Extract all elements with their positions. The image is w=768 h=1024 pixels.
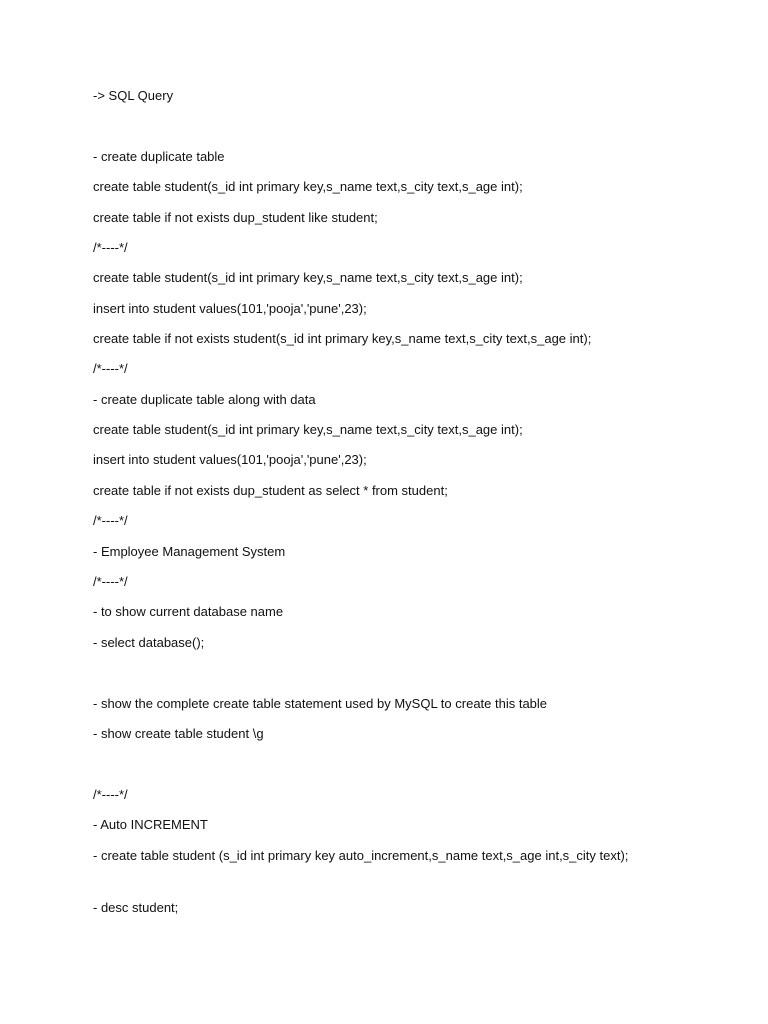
doc-line: - Auto INCREMENT — [93, 817, 208, 832]
doc-separator: /*----*/ — [93, 513, 128, 528]
doc-line: - create duplicate table — [93, 149, 225, 164]
doc-separator: /*----*/ — [93, 574, 128, 589]
doc-separator: /*----*/ — [93, 787, 128, 802]
doc-line: create table student(s_id int primary key,s_name text,s_city text,s_age int); — [93, 422, 523, 437]
doc-line: - show the complete create table statement used by MySQL to create this table — [93, 696, 548, 711]
doc-separator: /*----*/ — [93, 361, 128, 376]
doc-line: - select database(); — [93, 635, 205, 650]
doc-line: insert into student values(101,'pooja','pune',23); — [93, 452, 367, 467]
doc-line: create table if not exists dup_student like student; — [93, 210, 378, 225]
doc-separator: /*----*/ — [93, 240, 128, 255]
doc-line: - desc student; — [93, 900, 179, 915]
doc-line: - create duplicate table along with data — [93, 392, 316, 407]
doc-line: - Employee Management System — [93, 544, 286, 559]
doc-line: - to show current database name — [93, 604, 284, 619]
doc-line: create table student(s_id int primary key,s_name text,s_city text,s_age int); — [93, 179, 523, 194]
doc-line: - show create table student \g — [93, 726, 264, 741]
doc-line: create table if not exists dup_student as select * from student; — [93, 483, 448, 498]
doc-heading: -> SQL Query — [93, 88, 174, 103]
doc-line: create table if not exists student(s_id int primary key,s_name text,s_city text,s_age int); — [93, 331, 592, 346]
doc-line: insert into student values(101,'pooja','pune',23); — [93, 301, 367, 316]
doc-line: - create table student (s_id int primary key auto_increment,s_name text,s_age int,s_city text); — [93, 848, 629, 863]
doc-line: create table student(s_id int primary key,s_name text,s_city text,s_age int); — [93, 270, 523, 285]
